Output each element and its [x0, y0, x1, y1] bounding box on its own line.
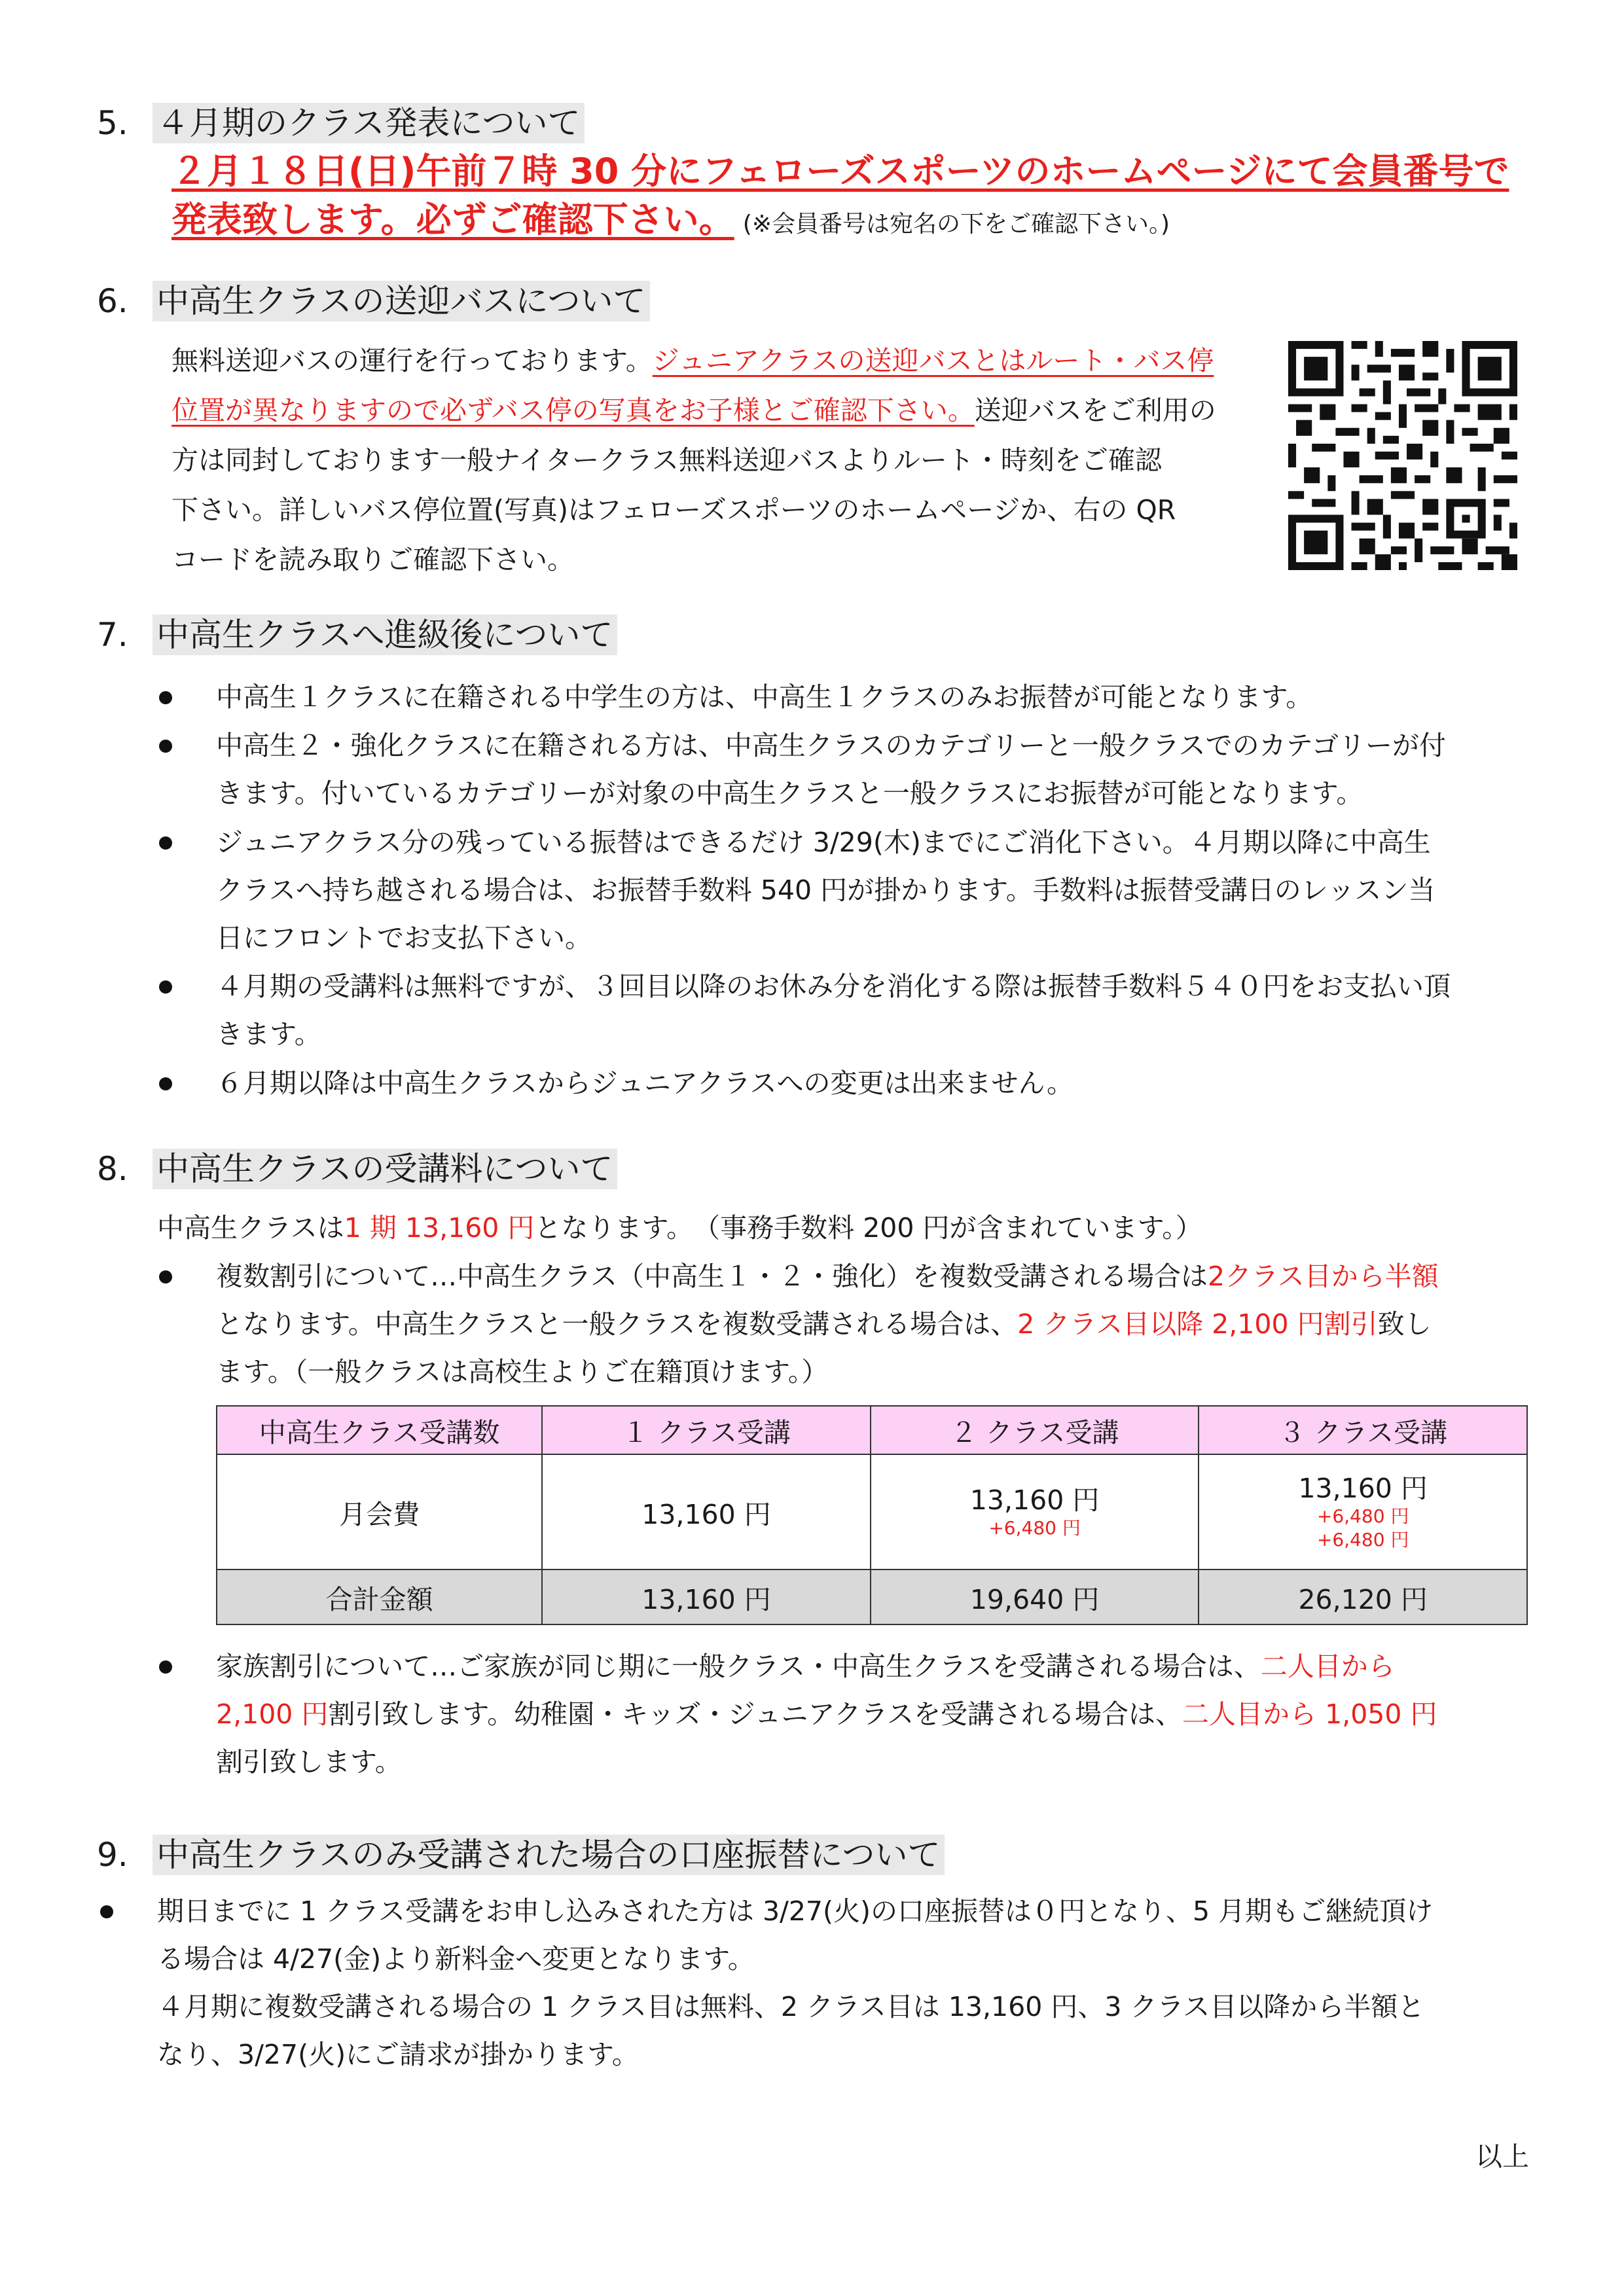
bullet-icon	[159, 740, 172, 753]
s9-body: 期日までに 1 クラス受講をお申し込みされた方は 3/27(火)の口座振替は０円となり、5 月期もご継続頂け る場合は 4/27(金)より新料金へ変更となります。 ４月期に複数受講される場合の 1 クラス目は無料、2 クラス目は 13,160 円、3 クラス目以降から半額と なり、3/27(火)にご請求が掛かります。	[157, 1895, 1434, 2070]
bullet-icon	[159, 1077, 172, 1090]
fee-table-cell: 26,120 円	[1199, 1570, 1527, 1624]
section-6-heading: 中高生クラスの送迎バスについて	[153, 281, 650, 321]
section-9-heading: 中高生クラスのみ受講された場合の口座振替について	[153, 1835, 945, 1875]
fee-table-cell: 13,160 円	[542, 1454, 871, 1570]
section-6-line: コードを読み取りご確認下さい。	[171, 544, 574, 575]
s7-bullet-1: 中高生１クラスに在籍される中学生の方は、中高生１クラスのみお振替が可能となります。	[216, 681, 1313, 713]
section-5-number: 5.	[97, 104, 128, 142]
section-8-heading: 中高生クラスの受講料について	[153, 1149, 617, 1189]
section-5-heading: ４月期のクラス発表について	[153, 103, 585, 143]
fee-table-header: １ クラス受講	[542, 1406, 871, 1454]
bullet-icon	[159, 836, 172, 850]
s7-bullet-4: ４月期の受講料は無料ですが、３回目以降のお休み分を消化する際は振替手数料５４０円をお支払い頂 きます。	[216, 971, 1451, 1050]
section-6-body	[171, 336, 1265, 584]
section-5-confirm-text: 発表致します。必ずご確認下さい。	[171, 199, 734, 240]
fee-table-header: ２ クラス受講	[871, 1406, 1199, 1454]
section-6-line: 位置が異なりますので必ずバス停の写真をお子様とご確認下さい。送迎バスをご利用の	[171, 395, 1216, 426]
fee-table-header-row	[217, 1406, 1527, 1454]
section-8-number: 8.	[97, 1150, 128, 1188]
fee-table-header: ３ クラス受講	[1199, 1406, 1527, 1454]
s8-multi-discount: 複数割引について…中高生クラス（中高生１・２・強化）を複数受講される場合は2クラス目から半額 となります。中高生クラスと一般クラスを複数受講される場合は、2 クラス目以降 2,100 円割引致し ます。（一般クラスは高校生よりご在籍頂けます。）	[216, 1261, 1439, 1388]
section-5-announcement-line2	[171, 196, 1170, 243]
s7-bullet-2: 中高生２・強化クラスに在籍される方は、中高生クラスのカテゴリーと一般クラスでのカテゴリーが付 きます。付いているカテゴリーが対象の中高生クラスと一般クラスにお振替が可能となります。	[216, 730, 1447, 809]
s7-bullet-3: ジュニアクラス分の残っている振替はできるだけ 3/29(木)までにご消化下さい。４月期以降に中高生 クラスへ持ち越される場合は、お振替手数料 540 円が掛かります。手数料は振替受講日のレッスン当 日にフロントでお支払下さい。	[216, 827, 1435, 954]
closing-text: 以上	[1475, 2141, 1529, 2172]
section-6-number: 6.	[97, 282, 128, 320]
fee-table-row-monthly	[217, 1454, 1527, 1570]
fee-table-row-label: 月会費	[217, 1454, 542, 1570]
fee-table-cell: 13,160 円 +6,480 円	[871, 1454, 1199, 1570]
fee-table-header: 中高生クラス受講数	[217, 1406, 542, 1454]
fee-table-cell: 19,640 円	[871, 1570, 1199, 1624]
section-7-number: 7.	[97, 616, 128, 654]
bullet-icon	[159, 1660, 172, 1674]
s8-family-discount: 家族割引について…ご家族が同じ期に一般クラス・中高生クラスを受講される場合は、二人目から 2,100 円割引致します。幼稚園・キッズ・ジュニアクラスを受講される場合は、二人目から 1,050 円 割引致します。	[216, 1651, 1437, 1778]
section-6-line: 下さい。詳しいバス停位置(写真)はフェローズスポーツのホームページか、右の QR	[171, 494, 1176, 526]
s7-bullet-5: ６月期以降は中高生クラスからジュニアクラスへの変更は出来ません。	[216, 1067, 1074, 1099]
section-7-heading: 中高生クラスへ進級後について	[153, 615, 617, 655]
qr-code-icon[interactable]	[1288, 341, 1517, 570]
bullet-icon	[159, 1270, 172, 1283]
section-5-note: (※会員番号は宛名の下をご確認下さい。)	[742, 211, 1170, 238]
section-9-number: 9.	[97, 1836, 128, 1874]
s8-fee-intro: 中高生クラスは1 期 13,160 円となります。 （事務手数料 200 円が含まれています。）	[157, 1212, 1202, 1244]
bullet-icon	[100, 1905, 113, 1918]
bullet-icon	[159, 980, 172, 994]
section-6-line: 方は同封しております一般ナイタークラス無料送迎バスよりルート・時刻をご確認	[171, 444, 1162, 476]
fee-table-cell: 13,160 円 +6,480 円 +6,480 円	[1199, 1454, 1527, 1570]
fee-table-row-total	[217, 1570, 1527, 1624]
fee-table-row-label: 合計金額	[217, 1570, 542, 1624]
section-6-line: 無料送迎バスの運行を行っております。ジュニアクラスの送迎バスとはルート・バス停	[171, 345, 1214, 376]
fee-table-cell: 13,160 円	[542, 1570, 871, 1624]
bullet-icon	[159, 691, 172, 704]
fee-table	[216, 1405, 1528, 1625]
section-5-announcement-line1: ２月１８日(日)午前７時 30 分にフェローズスポーツのホームページにて会員番号で	[171, 151, 1509, 192]
